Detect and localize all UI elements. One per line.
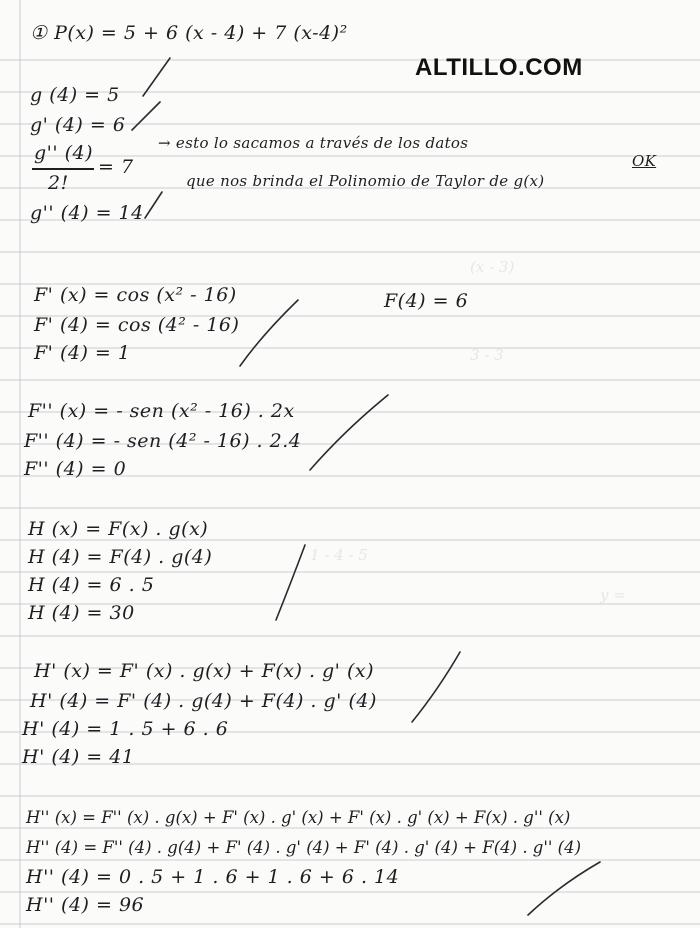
svg-text:y =: y = xyxy=(600,586,626,604)
svg-text:(x - 3): (x - 3) xyxy=(470,258,515,276)
g-value-line: g (4) = 5 xyxy=(30,84,120,106)
f-second-4-result: F'' (4) = 0 xyxy=(24,458,127,480)
ok-mark: OK xyxy=(632,152,657,170)
fraction-result: = 7 xyxy=(98,156,134,178)
g-second-derivative-line: g'' (4) = 14 xyxy=(30,202,144,224)
h-second-4-result: H'' (4) = 96 xyxy=(26,894,145,916)
h-x-line: H (x) = F(x) . g(x) xyxy=(28,518,209,540)
site-watermark-logo: ALTILLO.COM xyxy=(415,54,583,81)
g-prime-value-line: g' (4) = 6 xyxy=(30,114,126,136)
f-prime-4-substitution: F' (4) = cos (4² - 16) xyxy=(34,314,240,336)
h-prime-4-result: H' (4) = 41 xyxy=(22,746,135,768)
h-second-x-line: H'' (x) = F'' (x) . g(x) + F' (x) . g' (x) + F' (x) . g' (x) + F(x) . g'' (x) xyxy=(26,808,571,827)
h-prime-4-substitution: H' (4) = F' (4) . g(4) + F(4) . g' (4) xyxy=(30,690,377,712)
fraction-denominator: 2! xyxy=(48,172,69,194)
f-second-4-substitution: F'' (4) = - sen (4² - 16) . 2.4 xyxy=(24,430,302,452)
h-4-substitution: H (4) = F(4) . g(4) xyxy=(28,546,213,568)
fraction-numerator: g'' (4) xyxy=(34,142,94,164)
f-prime-4-result: F' (4) = 1 xyxy=(34,342,131,364)
h-4-values: H (4) = 6 . 5 xyxy=(28,574,155,596)
h-prime-4-values: H' (4) = 1 . 5 + 6 . 6 xyxy=(22,718,229,740)
taylor-polynomial-title: ① P(x) = 5 + 6 (x - 4) + 7 (x-4)² xyxy=(30,22,348,44)
h-4-result: H (4) = 30 xyxy=(28,602,135,624)
h-prime-x-line: H' (x) = F' (x) . g(x) + F(x) . g' (x) xyxy=(34,660,374,682)
h-second-4-values: H'' (4) = 0 . 5 + 1 . 6 + 1 . 6 + 6 . 14 xyxy=(26,866,400,888)
f-prime-x-line: F' (x) = cos (x² - 16) xyxy=(34,284,237,306)
svg-text:1 - 4 - 5: 1 - 4 - 5 xyxy=(310,546,368,564)
explanation-note-2: que nos brinda el Polinomio de Taylor de g(x) xyxy=(186,172,545,190)
f-4-value: F(4) = 6 xyxy=(384,290,469,312)
fraction-bar xyxy=(32,168,94,170)
svg-text:3 - 3: 3 - 3 xyxy=(470,346,504,364)
f-second-x-line: F'' (x) = - sen (x² - 16) . 2x xyxy=(28,400,295,422)
h-second-4-substitution: H'' (4) = F'' (4) . g(4) + F' (4) . g' (4) + F' (4) . g' (4) + F(4) . g'' (4) xyxy=(26,838,582,857)
explanation-note-1: → esto lo sacamos a través de los datos xyxy=(158,134,469,152)
